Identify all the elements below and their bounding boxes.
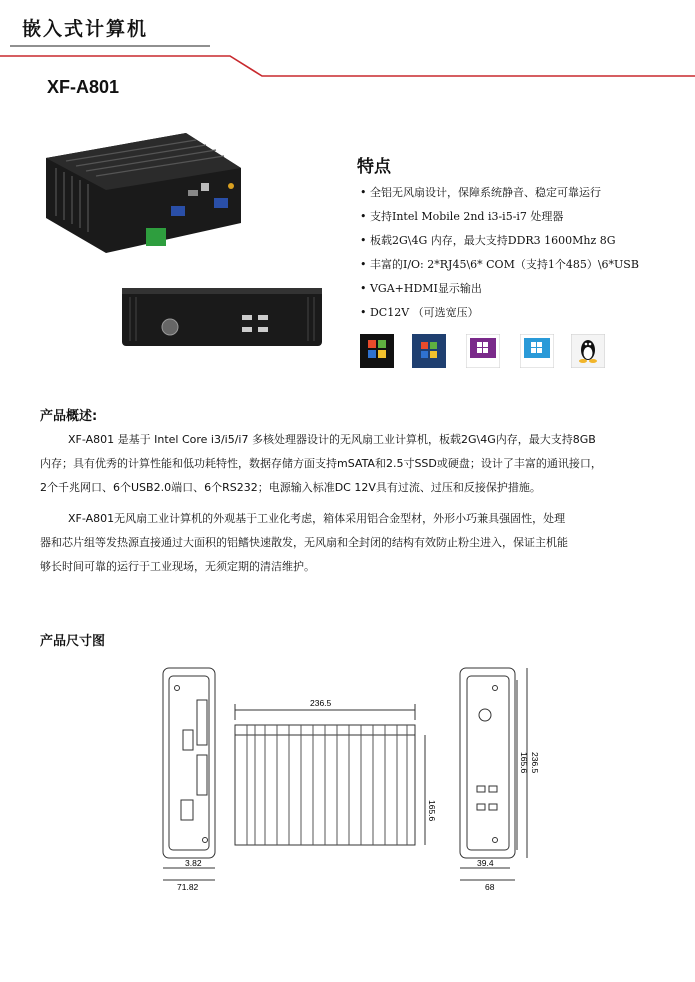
dim-right-height1-label: 236.5 <box>530 752 540 774</box>
model-name: XF-A801 <box>47 77 120 97</box>
page-header-title: 嵌入式计算机 <box>22 18 149 40</box>
features-heading: 特点 <box>357 157 391 177</box>
feature-item: • 板载2G\4G 内存，最大支持DDR3 1600Mhz 8G <box>360 234 616 247</box>
dim-right-small-label: 39.4 <box>477 858 494 868</box>
windows-xp-icon <box>360 334 394 368</box>
product-photo-iso <box>36 128 251 258</box>
windows-10-icon <box>520 334 554 368</box>
dim-width-label: 236.5 <box>310 698 332 708</box>
feature-item: • VGA+HDMI显示输出 <box>360 282 482 295</box>
overview-heading: 产品概述: <box>40 409 98 424</box>
dimension-drawing <box>155 660 555 900</box>
dim-right-depth-label: 68 <box>485 882 495 892</box>
feature-item: • 丰富的I/O: 2*RJ45\6* COM（支持1个485）\6*USB <box>360 258 639 271</box>
overview-paragraph-1 <box>40 428 640 500</box>
paragraph-line: XF-A801无风扇工业计算机的外观基于工业化考虑，箱体采用铝合金型材，外形小巧兼具强固性，处理 <box>68 512 566 525</box>
paragraph-line: XF-A801 是基于 Intel Core i3/i5/i7 多核处理器设计的无风扇工业计算机，板载2G\4G内存，最大支持8GB <box>68 433 596 446</box>
dim-left-depth-label: 71.82 <box>177 882 199 892</box>
paragraph-line: 2个千兆网口、6个USB2.0端口、6个RS232；电源输入标准DC 12V具有过流、过压和反接保护措施。 <box>40 481 541 494</box>
linux-icon <box>571 334 605 368</box>
product-photo-front <box>120 283 325 353</box>
dim-left-small-label: 3.82 <box>185 858 202 868</box>
feature-item: • 全铝无风扇设计，保障系统静音、稳定可靠运行 <box>360 186 601 199</box>
paragraph-line: 器和芯片组等发热源直接通过大面积的铝鳍快速散发，无风扇和全封闭的结构有效防止粉尘进入，保证主机能 <box>40 536 568 549</box>
paragraph-line: 够长时间可靠的运行于工业现场，无须定期的清洁维护。 <box>40 560 315 573</box>
windows-8-icon <box>466 334 500 368</box>
dimensions-heading: 产品尺寸图 <box>40 634 106 649</box>
windows-7-icon <box>412 334 446 368</box>
paragraph-line: 内存；具有优秀的计算性能和低功耗特性，数据存储方面支持mSATA和2.5寸SSD或硬盘；设计了丰富的通讯接口， <box>40 457 602 470</box>
overview-paragraph-2 <box>40 507 640 579</box>
feature-item: • 支持Intel Mobile 2nd i3-i5-i7 处理器 <box>360 210 564 223</box>
dim-right-height2-label: 165.6 <box>519 752 529 774</box>
feature-item: • DC12V （可选宽压） <box>360 306 479 319</box>
dim-height-label: 165.6 <box>427 800 437 822</box>
